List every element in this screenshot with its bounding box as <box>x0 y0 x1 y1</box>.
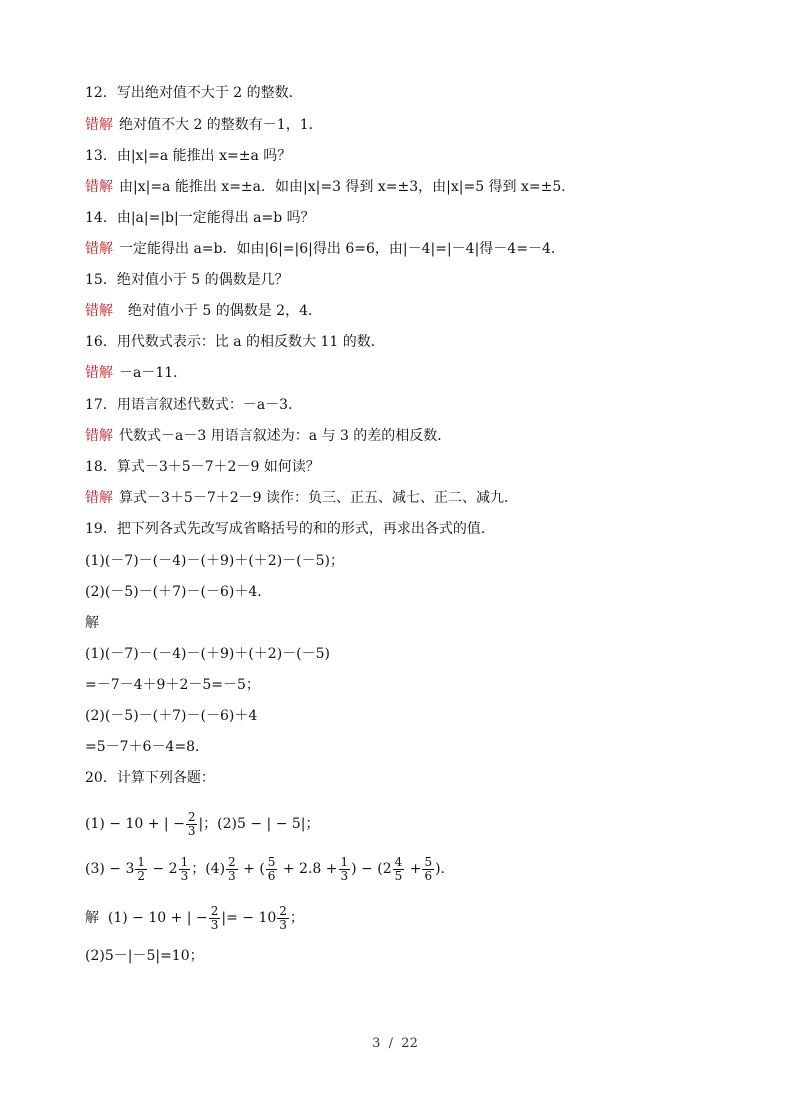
math-text: (1) − 10 + | − <box>85 816 185 832</box>
math-text: ) − (2 <box>351 861 392 877</box>
fraction-numerator: 1 <box>340 854 349 869</box>
solution-2-result <box>85 737 209 757</box>
wrong-answer-tag: 错解 <box>85 241 113 257</box>
math-text: |；(2)5 − | − 5|； <box>198 816 320 832</box>
q19-part-2 <box>85 582 271 602</box>
q20-solution-line-1 <box>85 902 304 934</box>
math-text: ；(4) <box>191 861 226 877</box>
line-text: =5－7＋6－4=8． <box>85 739 209 755</box>
q20-math-line-2 <box>85 853 445 885</box>
line-text: 绝对值小于 5 的偶数是 2，4． <box>119 303 322 319</box>
solution-1-expr <box>85 644 330 664</box>
fraction-numerator: 2 <box>210 903 219 918</box>
fraction-numerator: 5 <box>424 854 433 869</box>
line-text: 19．把下列各式先改写成省略括号的和的形式，再求出各式的值． <box>85 521 495 537</box>
line-text: －a－11． <box>119 365 188 381</box>
line-text: 14．由|a|=|b|一定能得出 a=b 吗？ <box>85 210 315 226</box>
question-20 <box>85 768 215 788</box>
wrong-answer-tag: 错解 <box>85 179 113 195</box>
line-text: =－7－4＋9＋2－5=－5； <box>85 677 260 693</box>
question-13 <box>85 146 291 166</box>
fraction <box>179 856 191 883</box>
line-text: (2)(－5)－(＋7)－(－6)＋4 <box>85 708 258 724</box>
question-15 <box>85 270 289 290</box>
wrong-answer-17 <box>85 426 451 446</box>
solution-1-result <box>85 675 260 695</box>
q19-part-1 <box>85 551 344 571</box>
line-text: 18．算式－3＋5－7＋2－9 如何读？ <box>85 459 320 475</box>
fraction <box>266 856 278 883</box>
math-text: + 2.8 + <box>278 861 338 877</box>
wrong-answer-12 <box>85 115 323 135</box>
math-text: ). <box>435 861 445 877</box>
wrong-answer-tag: 错解 <box>85 117 113 133</box>
line-text: (1)(－7)－(－4)－(＋9)＋(＋2)－(－5)； <box>85 553 344 569</box>
wrong-answer-tag: 错解 <box>85 303 113 319</box>
page-number-text: 3 / 22 <box>372 1036 418 1051</box>
fraction-numerator: 5 <box>267 854 276 869</box>
fraction-denominator: 3 <box>279 917 287 932</box>
line-text: 代数式－a－3 用语言叙述为：a 与 3 的差的相反数． <box>119 428 452 444</box>
solution-2-expr <box>85 706 257 726</box>
fraction-denominator: 5 <box>394 868 403 883</box>
fraction-denominator: 3 <box>210 917 219 932</box>
line-text: 解 <box>85 615 99 631</box>
fraction-numerator: 1 <box>137 854 146 869</box>
question-16 <box>85 332 385 352</box>
question-18 <box>85 457 320 477</box>
line-text: 20．计算下列各题： <box>85 770 215 786</box>
wrong-answer-13 <box>85 177 575 197</box>
wrong-answer-tag: 错解 <box>85 428 113 444</box>
wrong-answer-15 <box>85 301 322 321</box>
fraction-denominator: 3 <box>228 868 236 883</box>
wrong-answer-18 <box>85 488 518 508</box>
fraction-numerator: 4 <box>394 854 403 869</box>
fraction-denominator: 2 <box>137 868 146 883</box>
question-19 <box>85 519 495 539</box>
fraction <box>277 905 289 932</box>
line-text: 由|x|=a 能推出 x=±a．如由|x|=3 得到 x=±3，由|x|=5 得到 x=±5． <box>119 179 576 195</box>
line-text: 算式－3＋5－7＋2－9 读作：负三、正五、减七、正二、减九． <box>119 490 518 506</box>
fraction-denominator: 6 <box>267 868 276 883</box>
line-text: 17．用语言叙述代数式：－a－3． <box>85 397 303 413</box>
fraction <box>393 856 405 883</box>
fraction-denominator: 3 <box>340 868 349 883</box>
question-14 <box>85 208 315 228</box>
math-text: + <box>405 861 422 877</box>
fraction <box>339 856 351 883</box>
question-12 <box>85 83 303 103</box>
question-17 <box>85 395 302 415</box>
line-text: (2)(－5)－(＋7)－(－6)＋4． <box>85 584 272 600</box>
fraction <box>422 856 434 883</box>
line-text: 一定能得出 a=b．如由|6|=|6|得出 6=6，由|－4|=|－4|得－4=－4． <box>119 241 565 257</box>
fraction <box>135 856 147 883</box>
fraction-numerator: 2 <box>187 809 196 824</box>
wrong-answer-14 <box>85 239 565 259</box>
math-text: |= − 10 <box>221 910 277 926</box>
wrong-answer-tag: 错解 <box>85 365 113 381</box>
fraction-denominator: 3 <box>187 823 196 838</box>
fraction-numerator: 2 <box>228 854 236 869</box>
q20-math-line-1 <box>85 808 320 840</box>
fraction-numerator: 1 <box>180 854 189 869</box>
fraction-numerator: 2 <box>279 903 287 918</box>
wrong-answer-16 <box>85 363 187 383</box>
fraction <box>226 856 238 883</box>
page-number <box>0 1036 790 1051</box>
line-text: 15．绝对值小于 5 的偶数是几？ <box>85 272 289 288</box>
math-text: (3) − 3 <box>85 861 135 877</box>
line-text: 13．由|x|=a 能推出 x=±a 吗？ <box>85 148 292 164</box>
fraction <box>186 811 198 838</box>
solution-label <box>85 613 99 633</box>
math-text: + ( <box>238 861 265 877</box>
wrong-answer-tag: 错解 <box>85 490 113 506</box>
line-text: 12．写出绝对值不大于 2 的整数． <box>85 85 303 101</box>
line-text: 绝对值不大 2 的整数有－1，1． <box>119 117 323 133</box>
q20-solution-line-2 <box>85 946 204 966</box>
fraction-denominator: 3 <box>180 868 189 883</box>
math-text: − 2 <box>148 861 178 877</box>
line-text: 16．用代数式表示：比 a 的相反数大 11 的数． <box>85 334 385 350</box>
math-text: 解 (1) − 10 + | − <box>85 910 208 926</box>
fraction-denominator: 6 <box>424 868 433 883</box>
fraction <box>209 905 221 932</box>
math-text: ； <box>289 910 304 926</box>
line-text: (1)(－7)－(－4)－(＋9)＋(＋2)－(－5) <box>85 646 330 662</box>
math-text: (2)5－|－5|=10； <box>85 948 204 964</box>
